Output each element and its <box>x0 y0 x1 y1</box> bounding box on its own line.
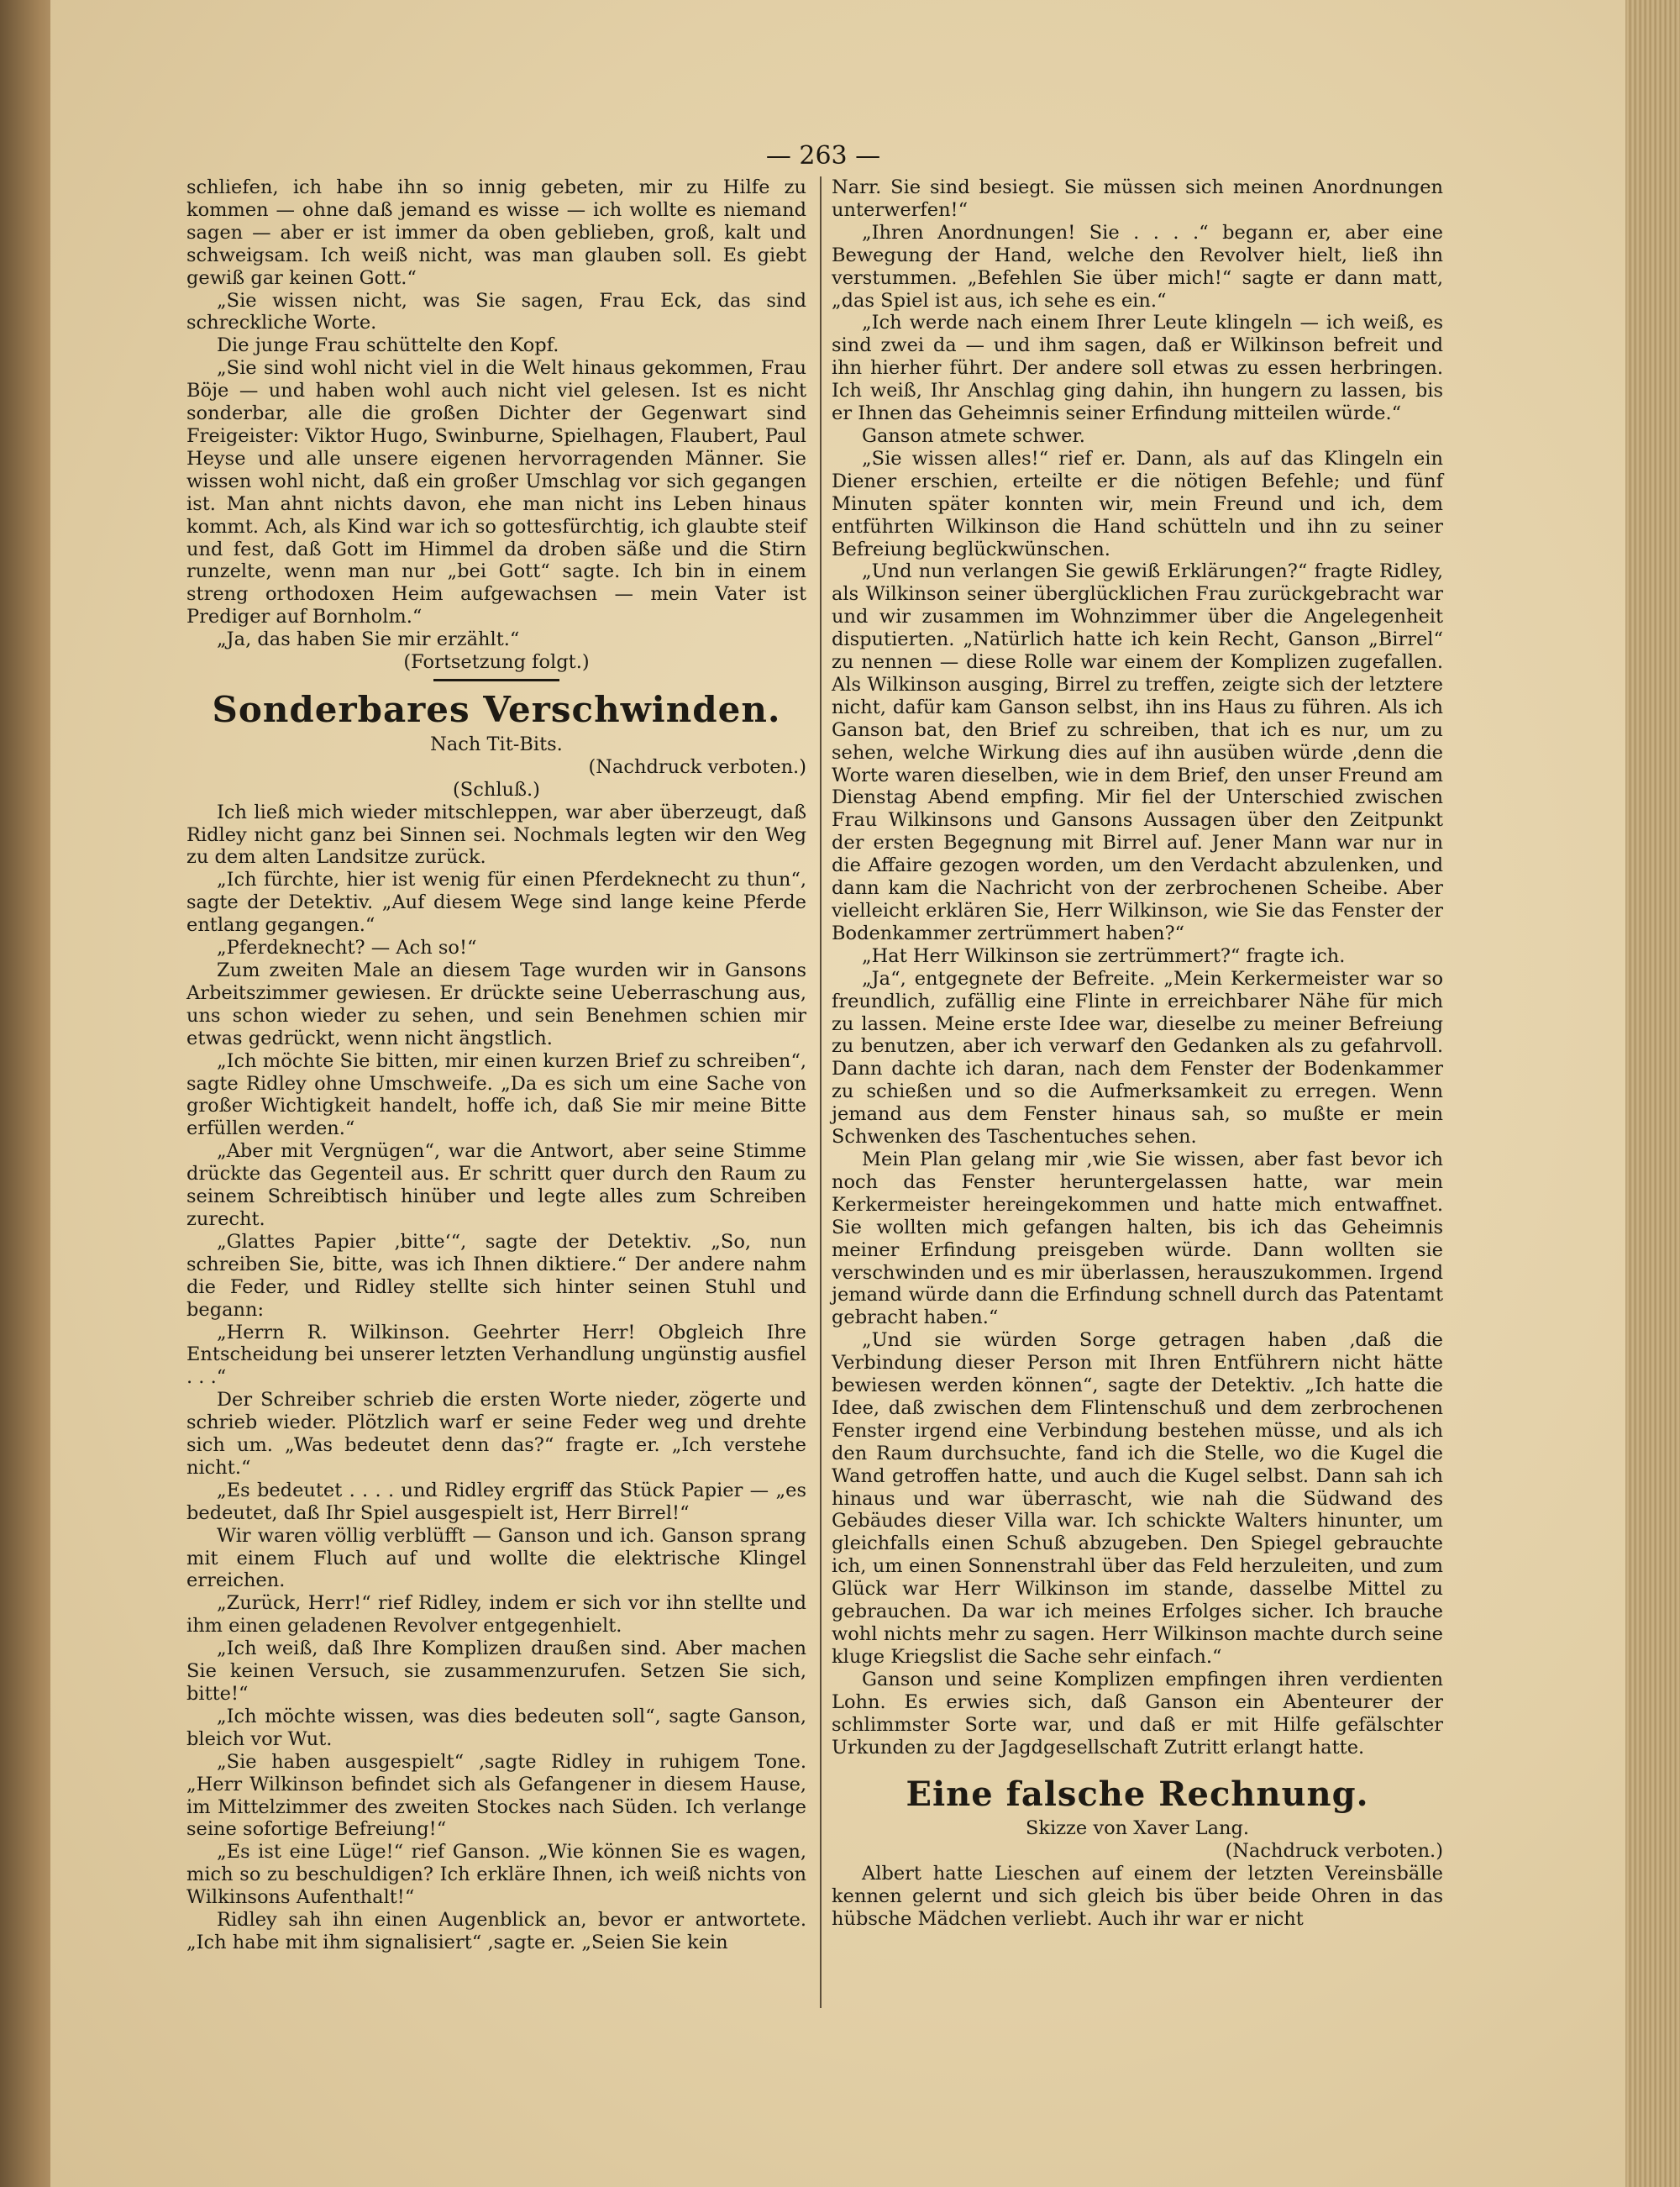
paragraph: „Pferdeknecht? — Ach so!“ <box>217 937 477 959</box>
paragraph: „Ich möchte wissen, was dies bedeuten soll“, sagte Ganson, bleich vor Wut. <box>186 1705 806 1750</box>
paragraph: „Sie wissen nicht, was Sie sagen, Frau Eck, das sind schreckliche Worte. <box>186 289 806 334</box>
column-divider <box>820 176 822 2008</box>
article-source: Nach Tit-Bits. <box>430 733 563 755</box>
paragraph: „Ihren Anordnungen! Sie . . . .“ begann er, aber eine Bewegung der Hand, welche den Revolver hielt, ließ ihn verstummen. „Befehlen Sie über mich!“ sagte er dann matt, „das Spiel ist aus, ich sehe es ein.“ <box>832 221 1443 312</box>
part-label: (Schluß.) <box>453 778 540 801</box>
paragraph: Der Schreiber schrieb die ersten Worte nieder, zögerte und schrieb wieder. Plötzlich warf er seine Feder weg und drehte sich um. „Was bedeutet denn das?“ fragte er. „Ich verstehe nicht.“ <box>186 1389 806 1479</box>
paragraph: „Ich fürchte, hier ist wenig für einen Pferdeknecht zu thun“, sagte der Detektiv. „Auf diesem Wege sind lange keine Pferde entlang gegangen.“ <box>186 869 806 937</box>
paragraph: „Und sie würden Sorge getragen haben ‚daß die Verbindung dieser Person mit Ihren Entführern nicht hätte bewiesen werden können“, sagte der Detektiv. „Ich hatte die Idee, daß zwischen dem Flintenschuß und dem zerbrochenen Fenster irgend eine Verbindung bestehen müsse, und als ich den Raum durchsuchte, fand ich die Stelle, wo die Kugel die Wand getroffen hatte, und auch die Kugel selbst. Dann sah ich hinaus und war überrascht, wie nah die Südwand des Gebäudes dieser Villa war. Ich schickte Walters hinunter, um gleichfalls einen Schuß abzugeben. Den Spiegel gebrauchte ich, um einen Sonnenstrahl über das Feld herzuleiten, und zum Glück war Herr Wilkinson im stande, dasselbe Mittel zu gebrauchen. Da war ich meines Erfolges sicher. Ich brauche wohl nichts mehr zu sagen. Herr Wilkinson machte durch seine kluge Kriegslist die Sache sehr einfach.“ <box>832 1329 1443 1668</box>
article-title: Eine falsche Rechnung. <box>906 1774 1369 1815</box>
paragraph: „Ja, das haben Sie mir erzählt.“ <box>217 628 520 651</box>
paragraph: „Herrn R. Wilkinson. Geehrter Herr! Obgleich Ihre Entscheidung bei unserer letzten Verhandlung ungünstig ausfiel . . .“ <box>186 1321 806 1389</box>
paragraph: Ich ließ mich wieder mitschleppen, war aber überzeugt, daß Ridley nicht ganz bei Sinnen sei. Nochmals legten wir den Weg zu dem alten Landsitze zurück. <box>186 801 806 869</box>
paragraph: „Ja“, entgegnete der Befreite. „Mein Kerkermeister war so freundlich, zufällig eine Flinte in erreichbarer Nähe für mich zu lassen. Meine erste Idee war, dieselbe zu meiner Befreiung zu benutzen, aber ich verwarf den Gedanken als zu gefahrvoll. Dann dachte ich daran, nach dem Fenster der Bodenkammer zu schießen und so die Aufmerksamkeit zu erregen. Wenn jemand aus dem Fenster hinaus sah, so mußte er mein Schwenken des Taschentuches sehen. <box>832 967 1443 1149</box>
paragraph: Albert hatte Lieschen auf einem der letzten Vereinsbälle kennen gelernt und sich gleich bis über beide Ohren in das hübsche Mädchen verliebt. Auch ihr war er nicht <box>832 1863 1443 1931</box>
paragraph: Zum zweiten Male an diesem Tage wurden wir in Gansons Arbeitszimmer gewiesen. Er drückte seine Ueberraschung aus, uns schon wieder zu sehen, und sein Benehmen schien mir etwas gedrückt, wenn nicht ängstlich. <box>186 959 806 1049</box>
paragraph: „Glattes Papier ‚bitte‘“, sagte der Detektiv. „So, nun schreiben Sie, bitte, was ich Ihnen diktiere.“ Der andere nahm die Feder, und Ridley stellte sich hinter seinen Stuhl und begann: <box>186 1230 806 1321</box>
paragraph: „Ich möchte Sie bitten, mir einen kurzen Brief zu schreiben“, sagte Ridley ohne Umschweife. „Da es sich um eine Sache von großer Wichtigkeit handelt, hoffe ich, daß Sie mir meine Bitte erfüllen werden.“ <box>186 1049 806 1140</box>
paragraph: „Es bedeutet . . . . und Ridley ergriff das Stück Papier — „es bedeutet, daß Ihr Spiel ausgespielt ist, Herr Birrel!“ <box>186 1479 806 1524</box>
page-edges <box>1625 0 1680 2187</box>
rights-note: (Nachdruck verboten.) <box>1225 1840 1443 1863</box>
left-column <box>186 176 806 1954</box>
paragraph: „Hat Herr Wilkinson sie zertrümmert?“ fragte ich. <box>862 944 1346 967</box>
paragraph: Mein Plan gelang mir ‚wie Sie wissen, aber fast bevor ich noch das Fenster heruntergelassen hatte, war mein Kerkermeister hereingekommen und hatte mich entwaffnet. Sie wollten mich gefangen halten, bis ich das Geheimnis meiner Erfindung preisgeben würde. Dann wollten sie verschwinden und es mir überlassen, herauszukommen. Irgend jemand würde dann die Erfindung schnell durch das Patentamt gebracht haben.“ <box>832 1148 1443 1329</box>
paragraph: Wir waren völlig verblüfft — Ganson und ich. Ganson sprang mit einem Fluch auf und wollte die elektrische Klingel erreichen. <box>186 1524 806 1592</box>
article-byline: Skizze von Xaver Lang. <box>1025 1817 1250 1840</box>
paragraph: „Sie sind wohl nicht viel in die Welt hinaus gekommen, Frau Böje — und haben wohl auch nicht viel gelesen. Ist es nicht sonderbar, alle die großen Dichter der Gegenwart sind Freigeister: Viktor Hugo, Swinburne, Spielhagen, Flaubert, Paul Heyse und alle unsere eigenen hervorragenden Männer. Sie wissen wohl nicht, daß ein großer Umschlag vor sich gegangen ist. Man ahnt nichts davon, ehe man nicht ins Leben hinaus kommt. Ach, als Kind war ich so gottesfürchtig, ich glaubte steif und fest, daß Gott im Himmel da droben säße und die Stirn runzelte, wenn man nur „bei Gott“ sagte. Ich bin in einem streng orthodoxen Heim aufgewachsen — mein Vater ist Prediger auf Bornholm.“ <box>186 357 806 628</box>
paragraph: „Sie haben ausgespielt“ ‚sagte Ridley in ruhigem Tone. „Herr Wilkinson befindet sich als Gefangener in diesem Hause, im Mittelzimmer des zweiten Stockes nach Süden. Ich verlange seine sofortige Befreiung!“ <box>186 1750 806 1841</box>
paragraph: „Und nun verlangen Sie gewiß Erklärungen?“ fragte Ridley, als Wilkinson seiner überglücklichen Frau zurückgebracht war und wir zusammen im Wohnzimmer über die Angelegenheit disputierten. „Natürlich hatte ich kein Recht, Ganson „Birrel“ zu nennen — diese Rolle war einem der Komplizen zugefallen. Als Wilkinson ausging, Birrel zu treffen, zeigte sich der letztere nicht, dafür kam Ganson selbst, ihn ins Haus zu führen. Als ich Ganson bat, den Brief zu schreiben, that ich es nur, um zu sehen, welche Wirkung dies auf ihn ausüben würde ‚denn die Worte waren dieselben, wie in dem Brief, den unser Freund am Dienstag Abend empfing. Mir fiel der Unterschied zwischen Frau Wilkinsons und Gansons Aussagen über den Zeitpunkt der ersten Begegnung mit Birrel auf. Jener Mann war nur in die Affaire gezogen worden, um den Verdacht abzulenken, und dann kam die Nachricht von der zerbrochenen Scheibe. Aber vielleicht erklären Sie, Herr Wilkinson, wie Sie das Fenster der Bodenkammer zertrümmert haben?“ <box>832 560 1443 944</box>
paragraph: Ganson und seine Komplizen empfingen ihren verdienten Lohn. Es erwies sich, daß Ganson ein Abenteurer der schlimmster Sorte war, und daß er mit Hilfe gefälschter Urkunden zu der Jagdgesellschaft Zutritt erlangt hatte. <box>832 1668 1443 1759</box>
paragraph: „Es ist eine Lüge!“ rief Ganson. „Wie können Sie es wagen, mich so zu beschuldigen? Ich erkläre Ihnen, ich weiß nichts von Wilkinsons Aufenthalt!“ <box>186 1841 806 1909</box>
article-title: Sonderbares Verschwinden. <box>212 688 781 730</box>
continuation-note: (Fortsetzung folgt.) <box>403 651 590 674</box>
paragraph: „Aber mit Vergnügen“, war die Antwort, aber seine Stimme drückte das Gegenteil aus. Er schritt quer durch den Raum zu seinem Schreibtisch hinüber und legte alles zum Schreiben zurecht. <box>186 1140 806 1230</box>
paragraph: Narr. Sie sind besiegt. Sie müssen sich meinen Anordnungen unterwerfen!“ <box>832 176 1443 221</box>
paragraph: schliefen, ich habe ihn so innig gebeten, mir zu Hilfe zu kommen — ohne daß jemand es wisse — ich wollte es niemand sagen — aber er ist immer da oben geblieben, groß, kalt und schweigsam. Ich weiß nicht, was man glauben soll. Es giebt gewiß gar keinen Gott.“ <box>186 176 806 289</box>
page-number: — 263 — <box>765 141 881 171</box>
paragraph: „Zurück, Herr!“ rief Ridley, indem er sich vor ihn stellte und ihm einen geladenen Revolver entgegenhielt. <box>186 1592 806 1638</box>
right-column <box>832 176 1443 1931</box>
paragraph: Die junge Frau schüttelte den Kopf. <box>217 334 559 357</box>
rights-note: (Nachdruck verboten.) <box>588 755 806 778</box>
paragraph: „Ich weiß, daß Ihre Komplizen draußen sind. Aber machen Sie keinen Versuch, sie zusammenzurufen. Setzen Sie sich, bitte!“ <box>186 1638 806 1705</box>
paragraph: Ganson atmete schwer. <box>862 424 1085 447</box>
paragraph: Ridley sah ihn einen Augenblick an, bevor er antwortete. „Ich habe mit ihm signalisiert“ ‚sagte er. „Seien Sie kein <box>186 1909 806 1953</box>
section-rule <box>433 679 559 681</box>
paragraph: „Sie wissen alles!“ rief er. Dann, als auf das Klingeln ein Diener erschien, erteilte er die nötigen Befehle; und fünf Minuten später konnten wir, mein Freund und ich, dem entführten Wilkinson die Hand schütteln und ihn zu seiner Befreiung beglückwünschen. <box>832 447 1443 560</box>
paragraph: „Ich werde nach einem Ihrer Leute klingeln — ich weiß, es sind zwei da — und ihm sagen, daß er Wilkinson befreit und ihn hierher führt. Der andere soll etwas zu essen herbringen. Ich weiß, Ihr Anschlag ging dahin, ihn hungern zu lassen, bis er Ihnen das Geheimnis seiner Erfindung mitteilen würde.“ <box>832 312 1443 425</box>
